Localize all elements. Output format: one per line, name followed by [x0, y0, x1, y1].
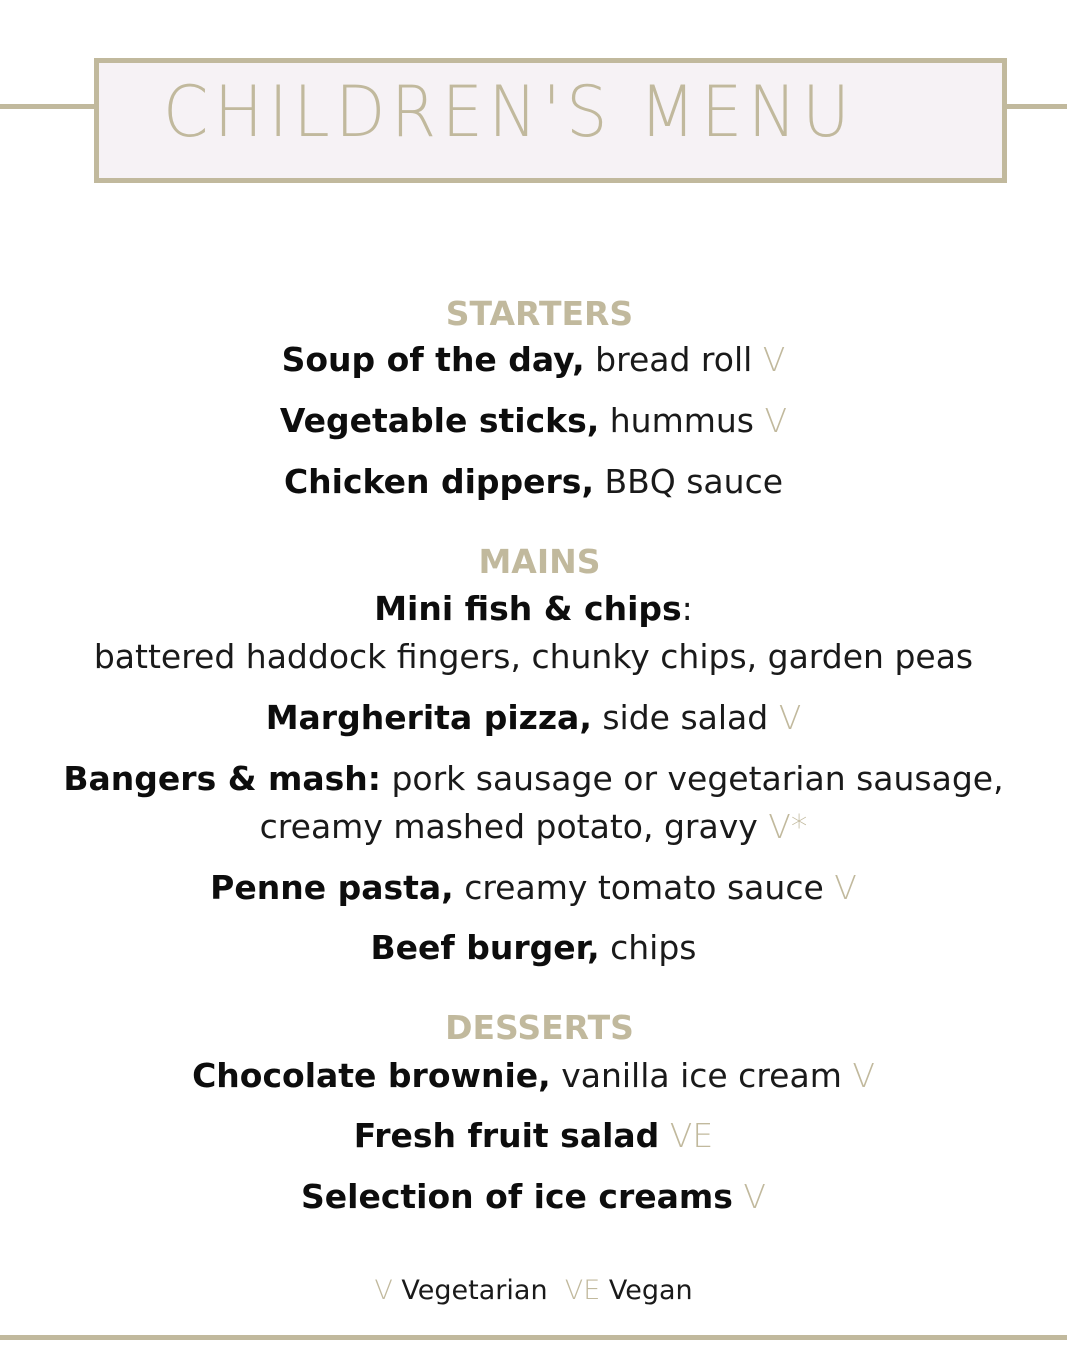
- dietary-tag: V: [754, 401, 788, 440]
- dietary-legend: [0, 1277, 1067, 1304]
- dietary-tag: V: [823, 868, 857, 907]
- legend-ve-tag: VE: [564, 1275, 601, 1306]
- dietary-tag: V: [768, 698, 802, 737]
- item-colon: :: [681, 589, 693, 628]
- title-box: [94, 58, 1007, 183]
- item-desc: vanilla ice cream: [550, 1056, 842, 1095]
- item-name: Chicken dippers,: [283, 462, 594, 501]
- menu-item-chocolate-brownie: [0, 1056, 1067, 1095]
- dietary-tag: VE: [659, 1116, 714, 1155]
- item-desc: creamy mashed potato, gravy: [259, 807, 758, 846]
- item-name: Selection of ice creams: [301, 1177, 733, 1216]
- menu-item-bangers-and-mash-line2: [0, 807, 1067, 846]
- item-name: Bangers & mash:: [63, 759, 381, 798]
- item-desc: side salad: [591, 698, 769, 737]
- title-rule-left: [0, 104, 96, 109]
- menu-item-soup: [0, 340, 1067, 379]
- item-name: Soup of the day,: [281, 340, 585, 379]
- item-name: Vegetable sticks,: [279, 401, 600, 440]
- menu-item-margherita-pizza: [0, 698, 1067, 737]
- section-heading-mains: MAINS: [478, 542, 601, 581]
- legend-v-tag: V: [374, 1275, 393, 1306]
- menu-item-vegetable-sticks: [0, 401, 1067, 440]
- legend-v-label: Vegetarian: [392, 1275, 548, 1306]
- menu-item-penne-pasta: [0, 868, 1067, 907]
- item-desc: battered haddock fingers, chunky chips, garden peas: [93, 637, 974, 676]
- item-desc: chips: [599, 928, 697, 967]
- dietary-tag: V: [752, 340, 786, 379]
- section-heading-starters: STARTERS: [445, 294, 634, 333]
- menu-item-fresh-fruit-salad: [0, 1116, 1067, 1155]
- item-name: Chocolate brownie,: [192, 1056, 551, 1095]
- menu-item-ice-creams: [0, 1177, 1067, 1216]
- item-name: Beef burger,: [370, 928, 600, 967]
- item-name: Margherita pizza,: [265, 698, 592, 737]
- item-name: Mini fish & chips: [374, 589, 682, 628]
- item-desc: pork sausage or vegetarian sausage,: [380, 759, 1004, 798]
- item-name: Penne pasta,: [210, 868, 454, 907]
- menu-item-fish-and-chips-name: [0, 589, 1067, 628]
- menu-item-bangers-and-mash-line1: [0, 759, 1067, 798]
- section-heading-desserts: DESSERTS: [445, 1008, 634, 1047]
- title-rule-right: [1002, 104, 1067, 109]
- menu-item-chicken-dippers: [0, 462, 1067, 501]
- dietary-tag: V: [841, 1056, 875, 1095]
- bottom-rule: [0, 1335, 1067, 1340]
- item-name: Fresh fruit salad: [353, 1116, 660, 1155]
- menu-item-fish-and-chips-desc: [0, 637, 1067, 676]
- item-desc: hummus: [599, 401, 755, 440]
- item-desc: bread roll: [584, 340, 753, 379]
- dietary-tag: V*: [757, 807, 808, 846]
- item-desc: BBQ sauce: [594, 462, 784, 501]
- menu-title: CHILDREN'S MENU: [163, 71, 856, 153]
- menu-item-beef-burger: [0, 928, 1067, 967]
- item-desc: creamy tomato sauce: [453, 868, 824, 907]
- legend-ve-label: Vegan: [600, 1275, 693, 1306]
- dietary-tag: V: [732, 1177, 766, 1216]
